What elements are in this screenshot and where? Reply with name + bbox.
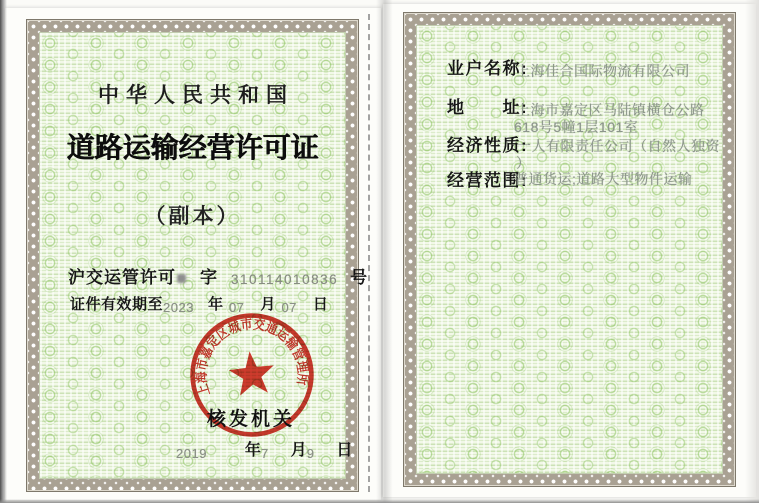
value-line: 普通货运;道路大型物件运输: [514, 171, 693, 187]
field-label-business-scope: 经营范围:: [447, 171, 529, 190]
guilloche-background: [416, 25, 723, 474]
issue-year-unit: 年: [244, 442, 261, 459]
validity-year: 2023: [163, 300, 194, 315]
permit-cover-page: [5, 8, 381, 500]
scan-edge-bottom: [0, 499, 759, 503]
issue-year: 2019: [176, 446, 207, 461]
issue-month-unit: 月: [290, 442, 307, 459]
permit-title: 道路运输经营许可证: [66, 132, 319, 163]
value-line: 618号5幢1层101室: [514, 119, 639, 135]
issue-day-unit: 日: [336, 442, 353, 459]
country-heading: 中华人民共和国: [98, 83, 294, 107]
value-line: 上海佳合国际物流有限公司: [516, 63, 690, 79]
red-star-icon: [227, 349, 276, 396]
validity-month: 07: [228, 300, 245, 315]
scan-edge-right: [745, 0, 759, 503]
value-line: 上海市嘉定区马陆镇横仓公路: [516, 102, 705, 118]
scan-edge-left: [0, 0, 7, 503]
license-number-row: [68, 263, 367, 288]
issue-month: 7: [260, 446, 269, 461]
issue-date-row: [176, 437, 352, 460]
license-hao-char: 号: [350, 268, 368, 287]
copy-type-subtitle: （副本）: [144, 204, 241, 228]
year-unit: 年: [207, 296, 223, 313]
field-value-business-name: [516, 63, 690, 80]
page-fold-shadow: [376, 0, 398, 503]
field-label-economic-type: 经济性质:: [447, 136, 529, 155]
value-line: 一人有限责任公司（自然人独资: [517, 138, 720, 154]
license-zi-char: 字: [200, 268, 217, 287]
issue-day: 9: [306, 446, 315, 461]
binding-stitch-line: [368, 14, 370, 492]
guilloche-background: [39, 32, 368, 479]
value-line: ）: [516, 155, 531, 171]
redaction-smudge: [177, 274, 186, 283]
license-prefix: 沪交运管许可: [68, 268, 176, 287]
permit-info-page: [383, 4, 756, 497]
seal-circular-text: 上海市嘉定区城市交通运输管理所: [192, 315, 312, 399]
field-value-economic-type: [517, 138, 720, 172]
validity-label: 证件有效期至: [70, 296, 164, 313]
decorative-border-frame: [26, 19, 368, 492]
month-unit: 月: [260, 296, 276, 313]
license-number: 310114010836: [231, 272, 339, 287]
issuer-label: 核发机关: [206, 409, 295, 430]
day-unit: 日: [312, 296, 328, 313]
field-label-business-name: 业户名称:: [447, 59, 529, 78]
decorative-border-frame: [403, 12, 736, 487]
validity-day: 07: [281, 300, 297, 315]
field-value-business-scope: [514, 171, 692, 188]
field-label-address: 地 址:: [447, 98, 529, 117]
field-value-address: [516, 102, 705, 136]
